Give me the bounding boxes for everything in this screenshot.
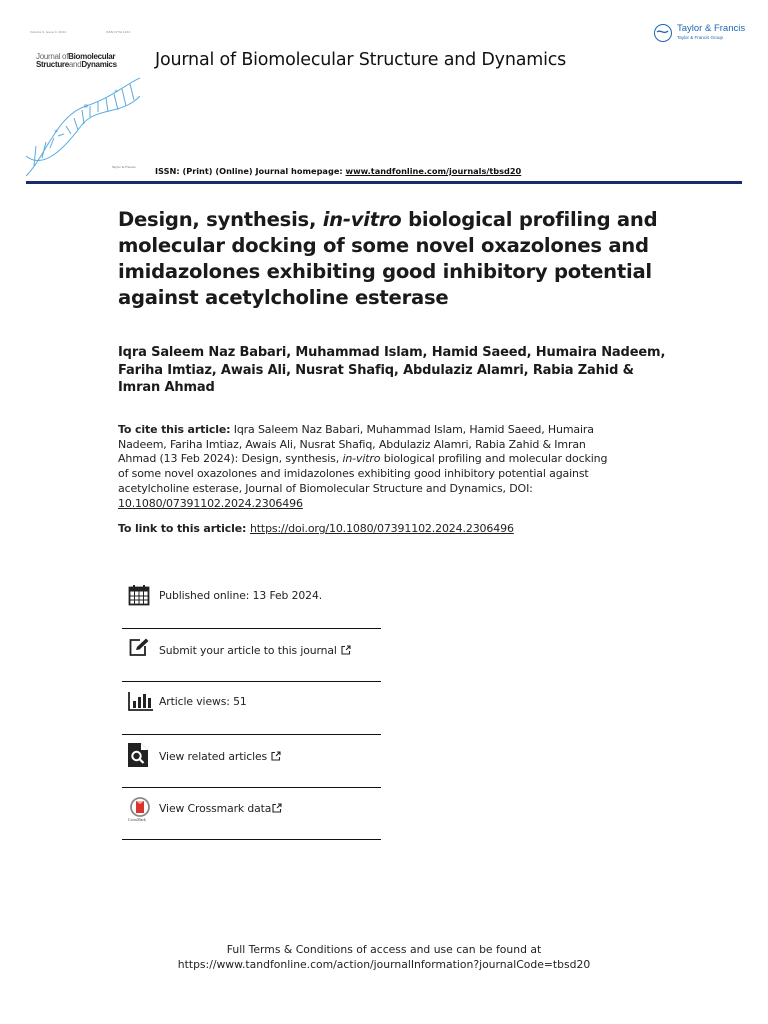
article-authors: Iqra Saleem Naz Babari, Muhammad Islam, Hamid Saeed, Humaira Nadeem, Fariha Imtiaz, Awais Ali, Nusrat Shafiq, Abdulaziz Alamri, Rabia Zahid & Imran Ahmad — [118, 345, 666, 395]
header-rule — [26, 181, 742, 184]
issn-line — [155, 166, 521, 176]
footer-line-1: Full Terms & Conditions of access and use can be found at — [226, 943, 542, 956]
external-link-icon — [272, 803, 282, 813]
cover-small-left: Volume 0, Issue 0, 2024 — [30, 30, 67, 34]
crossmark-icon — [128, 797, 152, 823]
cover-small-right: ISSN 0739-1102 — [106, 30, 131, 34]
edit-icon — [128, 637, 150, 657]
divider — [122, 681, 381, 682]
bar-chart-icon — [128, 691, 154, 711]
cite-doi-link[interactable]: 10.1080/07391102.2024.2306496 — [118, 496, 303, 510]
issn-text: ISSN: (Print) (Online) Journal homepage: — [155, 166, 346, 176]
article-info-list — [122, 578, 381, 843]
divider — [122, 839, 381, 840]
crossmark-row[interactable] — [122, 790, 381, 843]
calendar-icon — [128, 584, 150, 606]
article-title: Design, synthesis, in-vitro biological profiling and molecular docking of some novel oxazolones and imidazolones exhibiting good inhibitory potential against acetylcholine esterase — [118, 208, 658, 309]
footer-terms-url[interactable]: https://www.tandfonline.com/action/journalInformation?journalCode=tbsd20 — [177, 958, 591, 971]
published-online-row — [122, 578, 381, 631]
journal-homepage-link[interactable]: www.tandfonline.com/journals/tbsd20 — [345, 166, 522, 176]
divider — [122, 787, 381, 788]
divider — [122, 734, 381, 735]
cover-publisher: Taylor & Francis — [112, 165, 136, 169]
citation: To cite this article: Iqra Saleem Naz Babari, Muhammad Islam, Hamid Saeed, Humaira Nadeem, Fariha Imtiaz, Awais Ali, Nusrat Shafiq, Abdulaziz Alamri, Rabia Zahid & Imran Ahmad (13 Feb 2024): Design, synthesis, in-vitro biological profiling and molecular docking of some novel oxazolones and imidazolones exhibiting good inhibitory potential against acetylcholine esterase, Journal of Biomolecular Structure and Dynamics, DOI: 10.1080/07391102.2024.2306496 — [118, 423, 608, 510]
article-views-row — [122, 684, 381, 737]
related-articles-link[interactable]: View related articles — [159, 750, 281, 763]
journal-cover — [26, 28, 140, 178]
related-articles-row[interactable] — [122, 737, 381, 790]
crossmark-logo-text: CrossMark — [128, 817, 146, 822]
submit-article-link[interactable]: Submit your article to this journal — [159, 644, 351, 657]
cite-label: To cite this article: — [118, 423, 231, 436]
external-link-icon — [341, 645, 351, 655]
publisher-name: Taylor & Francis — [677, 23, 746, 34]
divider — [122, 628, 381, 629]
crossmark-link[interactable]: View Crossmark data — [159, 802, 282, 815]
publisher-logo[interactable] — [654, 22, 754, 50]
external-link-icon — [271, 751, 281, 761]
dna-helix-illustration — [26, 76, 140, 178]
publisher-group: Taylor & Francis Group — [677, 35, 724, 40]
submit-article-row[interactable] — [122, 631, 381, 684]
published-online-text: Published online: 13 Feb 2024. — [159, 589, 323, 602]
article-views-text: Article views: 51 — [159, 695, 247, 708]
journal-title: Journal of Biomolecular Structure and Dynamics — [155, 50, 567, 70]
related-articles-icon — [128, 743, 148, 767]
terms-footer — [0, 942, 768, 972]
article-link-line — [118, 522, 514, 535]
cover-journal-logo: Journal ofBiomolecular StructureandDynamics — [36, 52, 117, 69]
article-doi-link[interactable]: https://doi.org/10.1080/07391102.2024.2306496 — [249, 522, 514, 535]
link-label: To link to this article: — [118, 522, 250, 535]
publisher-logo-icon — [654, 24, 672, 42]
